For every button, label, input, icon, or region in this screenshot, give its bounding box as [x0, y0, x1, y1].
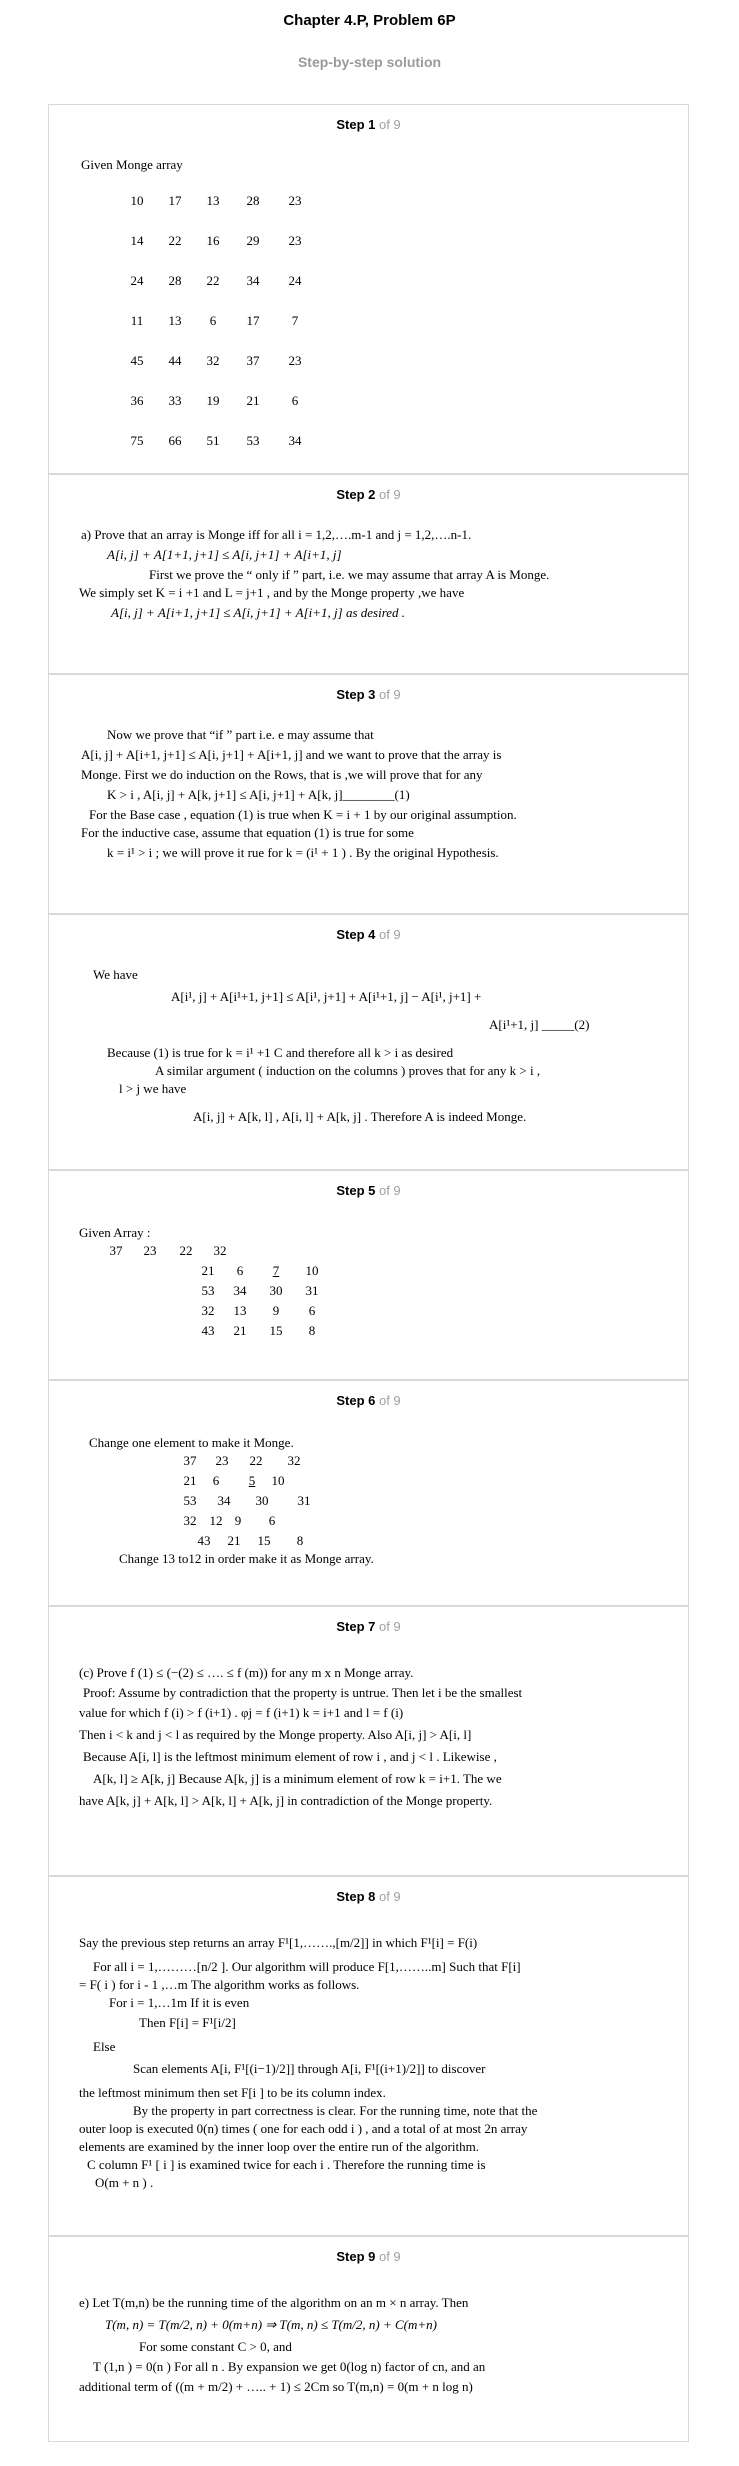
step-card-9 [48, 2236, 689, 2442]
step-text-line: Scan elements A[i, F¹[(i−1)/2]] through A[i, F¹[(i+1)/2]] to discover [133, 2061, 486, 2076]
step-text-line: value for which f (i) > f (i+1) . φj = f (i+1) k = i+1 and l = f (i) [79, 1705, 404, 1720]
step-text-line: We simply set K = i +1 and L = j+1 , and by the Monge property ,we have [79, 585, 465, 600]
step-formula: A[i, j] + A[k, l] , A[i, l] + A[k, j] . Therefore A is indeed Monge. [193, 1109, 527, 1124]
step-text-line: Then i < k and j < l as required by the Monge property. Also A[i, j] > A[i, l] [79, 1727, 472, 1742]
step-heading: Step 2 of 9 [336, 487, 401, 502]
step-text-line: A[i, j] + A[i+1, j+1] ≤ A[i, j+1] + A[i+1, j] and we want to prove that the array is [81, 747, 502, 762]
step-card-8 [48, 1876, 689, 2236]
step-text-line: Because (1) is true for k = i¹ +1 C and therefore all k > i as desired [107, 1045, 454, 1060]
step-text-line: T (1,n ) = 0(n ) For all n . By expansion we get 0(log n) factor of cn, and an [93, 2359, 486, 2374]
step-heading: Step 8 of 9 [336, 1889, 401, 1904]
step-formula: T(m, n) = T(m/2, n) + 0(m+n) ⇒ T(m, n) ≤ T(m/2, n) + C(m+n) [105, 2317, 437, 2332]
step-text-line: A similar argument ( induction on the columns ) proves that for any k > i , [155, 1063, 541, 1078]
step-formula: A[i, j] + A[1+1, j+1] ≤ A[i, j+1] + A[i+1, j] [107, 547, 342, 562]
step-text-line: We have [93, 967, 138, 982]
step-text-line: the leftmost minimum then set F[i ] to be its column index. [79, 2085, 386, 2100]
step-text-line: Change one element to make it Monge. [89, 1435, 294, 1450]
page-title: Chapter 4.P, Problem 6P [283, 12, 456, 29]
step-text-line: First we prove the “ only if ” part, i.e. we may assume that array A is Monge. [149, 567, 550, 582]
step-text-line: Say the previous step returns an array F¹[1,…….,[m/2]] in which F¹[i] = F(i) [79, 1935, 478, 1950]
step-card-5: Step 5 of 9 Given Array : 37 23 22 32 21 6 7 10 53 34 30 31 32 13 9 6 43 21 15 8 [48, 1170, 689, 1380]
step-text-line: Now we prove that “if ” part i.e. e may assume that [107, 727, 374, 742]
step-text-line: For the inductive case, assume that equation (1) is true for some [81, 825, 414, 840]
step-card-3 [48, 674, 689, 914]
step-card-4 [48, 914, 689, 1170]
step-text-line: O(m + n ) . [95, 2175, 154, 2190]
step-text-line: Change 13 to12 in order make it as Monge array. [119, 1551, 374, 1566]
step-heading: Step 6 of 9 [336, 1393, 401, 1408]
step-text-line: C column F¹ [ i ] is examined twice for each i . Therefore the running time is [87, 2157, 486, 2172]
step-text-line: = F( i ) for i - 1 ,…m The algorithm works as follows. [79, 1977, 360, 1992]
step-formula: A[i¹+1, j] _____(2) [489, 1017, 590, 1032]
step-heading: Step 1 of 9 [336, 117, 401, 132]
step-heading: Step 3 of 9 [336, 687, 401, 702]
step-heading: Step 7 of 9 [336, 1619, 401, 1634]
step-text-line: A[k, l] ≥ A[k, j] Because A[k, j] is a minimum element of row k = i+1. The we [93, 1771, 502, 1786]
step-text-line: Because A[i, l] is the leftmost minimum element of row i , and j < l . Likewise , [83, 1749, 497, 1764]
step-card-1: Step 1 of 9 Given Monge array 10 17 13 28 23 14 22 16 29 23 24 28 22 34 24 11 13 6 17 7 45 44 32 37 23 36 33 19 21 6 75 66 51 53 34 [48, 104, 689, 474]
step-card-6: Step 6 of 9 Change one element to make it Monge. 37 23 22 32 21 6 5 10 53 34 30 31 32 12 9 6 43 21 15 8 Change 13 to12 in order make it as Monge array. [48, 1380, 689, 1606]
step-text-line: a) Prove that an array is Monge iff for all i = 1,2,….m-1 and j = 1,2,….n-1. [81, 527, 472, 542]
step-heading: Step 4 of 9 [336, 927, 401, 942]
step-text-line: For the Base case , equation (1) is true when K = i + 1 by our original assumption. [89, 807, 517, 822]
step-text-line: Given Array : [79, 1225, 151, 1240]
step-text-line: k = i¹ > i ; we will prove it rue for k = (i¹ + 1 ) . By the original Hypothesis. [107, 845, 499, 860]
step-text-line: Then F[i] = F¹[i/2] [139, 2015, 236, 2030]
step-card-2 [48, 474, 689, 674]
step-text-line: K > i , A[i, j] + A[k, j+1] ≤ A[i, j+1] + A[k, j]________(1) [107, 787, 410, 802]
step-text-line: additional term of ((m + m/2) + ….. + 1) ≤ 2Cm so T(m,n) = 0(m + n log n) [79, 2379, 473, 2394]
step-text-line: Proof: Assume by contradiction that the property is untrue. Then let i be the smallest [83, 1685, 523, 1700]
step-text-line: Else [93, 2039, 116, 2054]
step-text-line: For i = 1,…1m If it is even [109, 1995, 250, 2010]
step-text-line: l > j we have [119, 1081, 187, 1096]
step-text-line: e) Let T(m,n) be the running time of the algorithm on an m × n array. Then [79, 2295, 469, 2310]
step-text-line: By the property in part correctness is clear. For the running time, note that the [133, 2103, 538, 2118]
step-text-line: outer loop is executed 0(n) times ( one for each odd i ) , and a total of at most 2n array [79, 2121, 528, 2136]
step-text-line: have A[k, j] + A[k, l] > A[k, l] + A[k, j] in contradiction of the Monge property. [79, 1793, 493, 1808]
step-text-line: For some constant C > 0, and [139, 2339, 292, 2354]
step-card-7 [48, 1606, 689, 1876]
step-text-line: elements are examined by the inner loop over the entire run of the algorithm. [79, 2139, 479, 2154]
step-text-line: Monge. First we do induction on the Rows, that is ,we will prove that for any [81, 767, 483, 782]
step-text-line: Given Monge array [81, 157, 183, 172]
page-subtitle: Step-by-step solution [297, 54, 442, 70]
step-formula: A[i¹, j] + A[i¹+1, j+1] ≤ A[i¹, j+1] + A[i¹+1, j] − A[i¹, j+1] + [171, 989, 482, 1004]
step-text-line: (c) Prove f (1) ≤ (−(2) ≤ …. ≤ f (m)) for any m x n Monge array. [79, 1665, 414, 1680]
step-formula: A[i, j] + A[i+1, j+1] ≤ A[i, j+1] + A[i+1, j] as desired . [111, 605, 406, 620]
step-heading: Step 5 of 9 [336, 1183, 401, 1198]
step-text-line: For all i = 1,………[n/2 ]. Our algorithm will produce F[1,……..m] Such that F[i] [93, 1959, 521, 1974]
step-heading: Step 9 of 9 [336, 2249, 401, 2264]
